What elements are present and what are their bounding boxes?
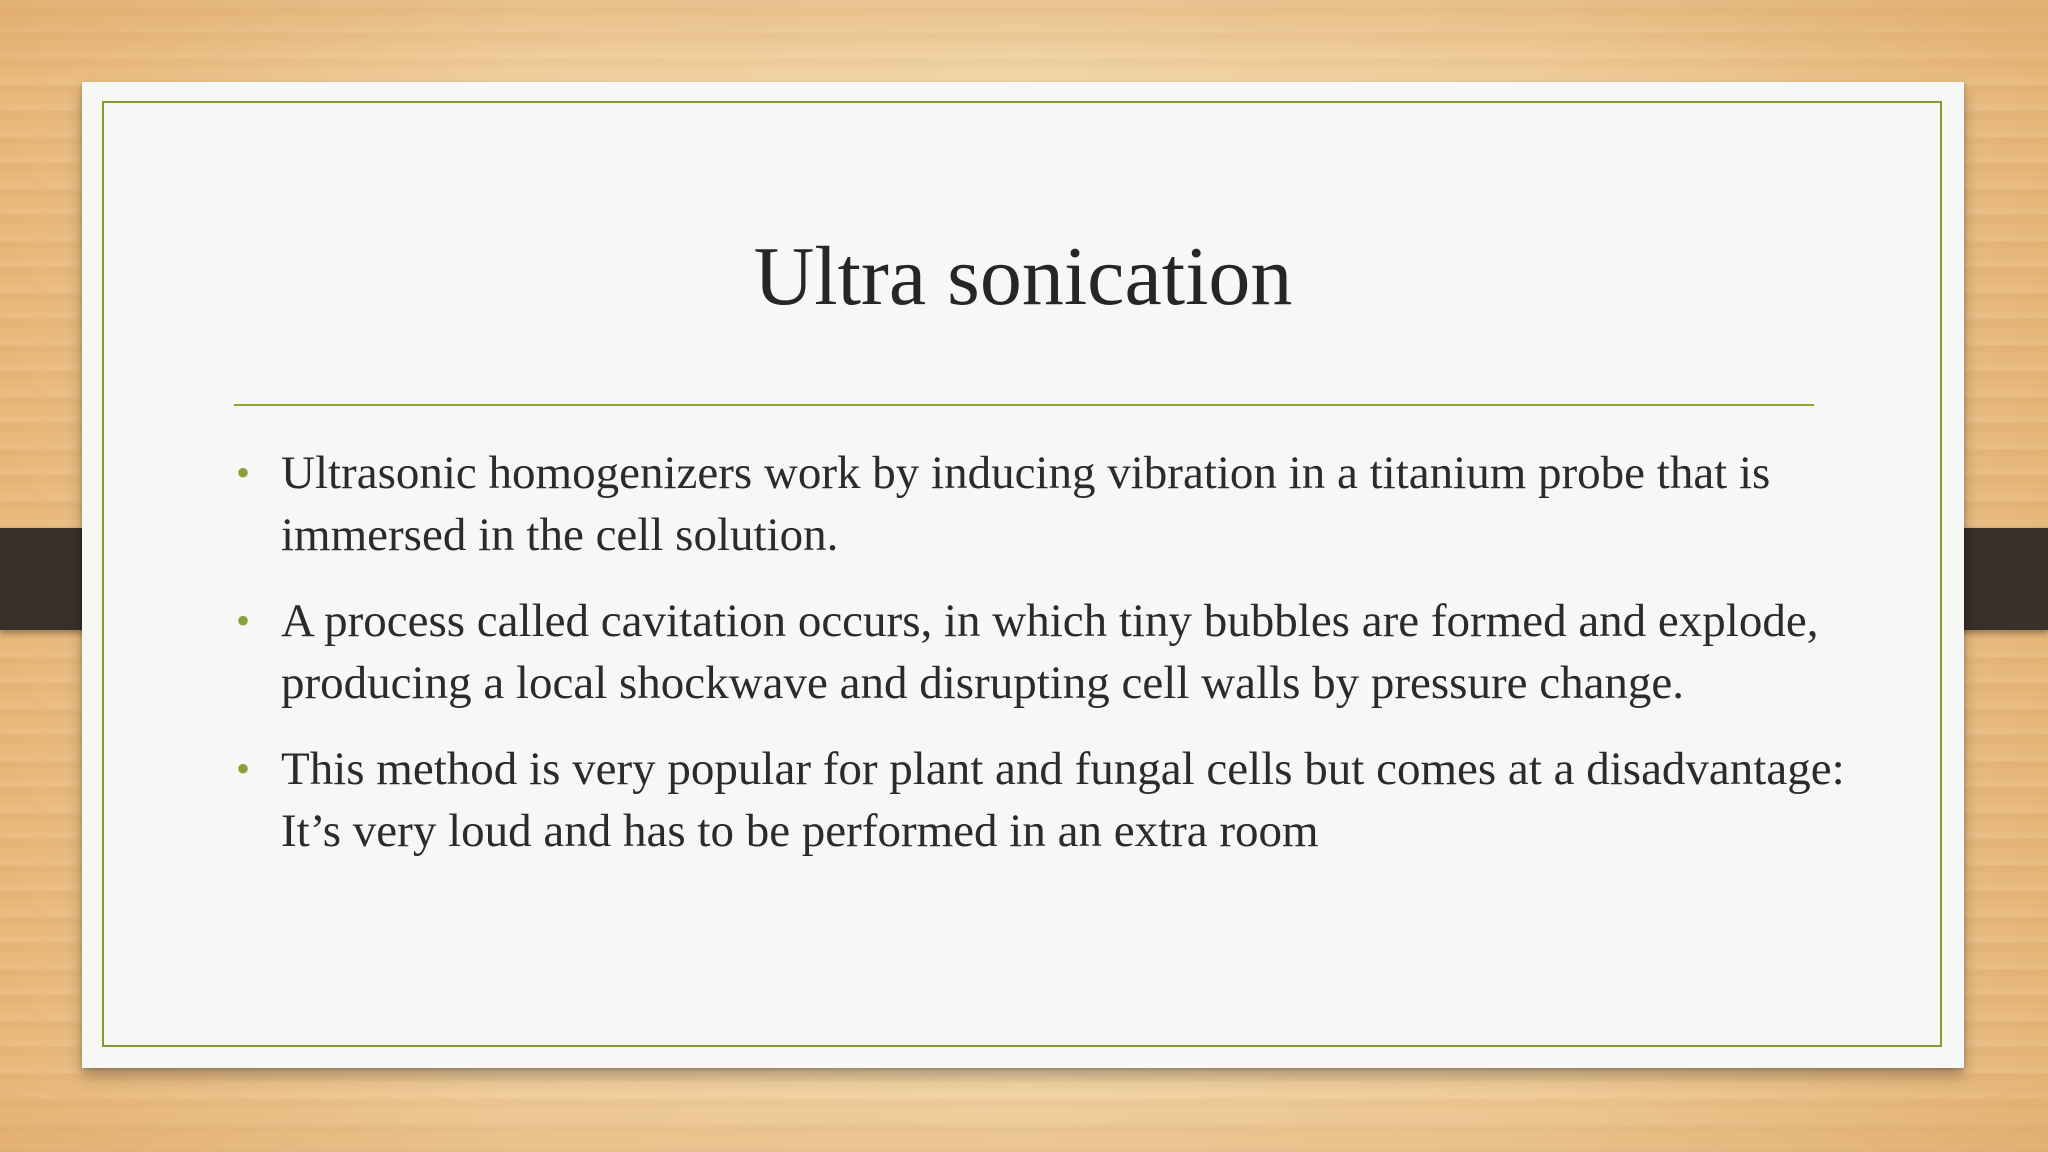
wood-background-top	[0, 0, 2048, 80]
slide-card	[82, 82, 1964, 1068]
bullet-dot-icon: •	[236, 746, 251, 791]
title-divider	[234, 404, 1814, 406]
bullet-item	[234, 738, 1854, 862]
wood-background-bottom	[0, 1072, 2048, 1152]
bullet-dot-icon: •	[236, 598, 251, 643]
bullet-text: This method is very popular for plant and fungal cells but comes at a disadvantage: It’s very loud and has to be performed in an extra room	[281, 743, 1845, 857]
bullet-dot-icon: •	[236, 450, 251, 495]
bullet-text: A process called cavitation occurs, in which tiny bubbles are formed and explode, producing a local shockwave and disrupting cell walls by pressure change.	[281, 595, 1819, 709]
bullet-text: Ultrasonic homogenizers work by inducing vibration in a titanium probe that is immersed in the cell solution.	[281, 447, 1771, 561]
bullet-item	[234, 442, 1854, 566]
slide-title: Ultra sonication	[753, 230, 1293, 323]
bullet-list	[234, 442, 1854, 886]
bullet-item	[234, 590, 1854, 714]
